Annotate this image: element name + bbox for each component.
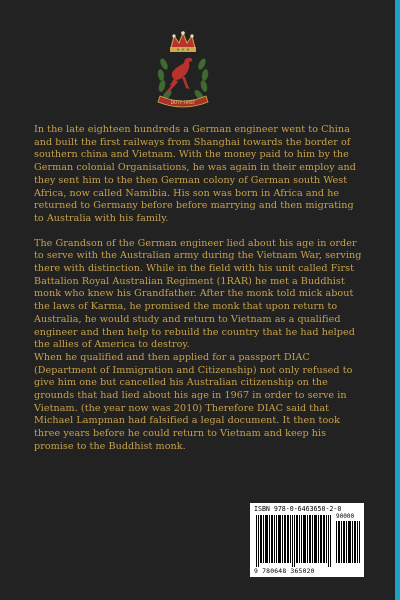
addon-barcode-bars bbox=[336, 521, 360, 563]
motto-text: DUTY FIRST bbox=[170, 100, 196, 105]
barcode-addon-digits: 90000 bbox=[336, 513, 355, 520]
kangaroo-icon bbox=[166, 58, 192, 93]
regimental-badge-icon bbox=[152, 30, 214, 112]
isbn-barcode bbox=[250, 503, 364, 577]
blurb-paragraph-1: In the late eighteen hundreds a German engineer went to China and built the first railways from Shanghai towards the border of southern china and Vietnam. With the money paid to him by the German colonial Organisations, he was again in their employ and they sent him to the then German colony of German south West Africa, now called Namibia. His son was born in Africa and he returned to Germany before before marrying and then migrating to Australia with his family. bbox=[34, 124, 356, 224]
isbn-label: ISBN 978-0-6463650-2-0 bbox=[254, 505, 342, 513]
ean-barcode-bars bbox=[256, 515, 332, 567]
spine-accent-strip bbox=[395, 0, 400, 600]
ean-digits: 9 780648 365020 bbox=[254, 567, 315, 575]
back-cover-blurb bbox=[34, 124, 364, 454]
crown-icon bbox=[170, 31, 196, 52]
blurb-paragraph-3: When he qualified and then applied for a passport DIAC (Department of Immigration and Citizenship) not only refused to give him one but cancelled his Australian citizenship on the grounds that had lied about his age in 1967 in order to serve in Vietnam. (the year now was 2010) Therefore DIAC said that Michael Lampman had falsified a legal document. It then took three years before he could return to Vietnam and keep his promise to the Buddhist monk. bbox=[34, 351, 353, 452]
blurb-paragraph-2: The Grandson of the German engineer lied about his age in order to serve with the Australian army during the Vietnam War, serving there with distinction. While in the field with his unit called First Battalion Royal Australian Regiment (1RAR) he met a Buddhist monk who knew his Grandfather. After the monk told mick about the laws of Karma, he promised the monk that upon return to Australia, he would study and return to Vietnam as a qualified engineer and then help to rebuild the country that he had helped the allies of America to destroy. bbox=[34, 237, 362, 351]
